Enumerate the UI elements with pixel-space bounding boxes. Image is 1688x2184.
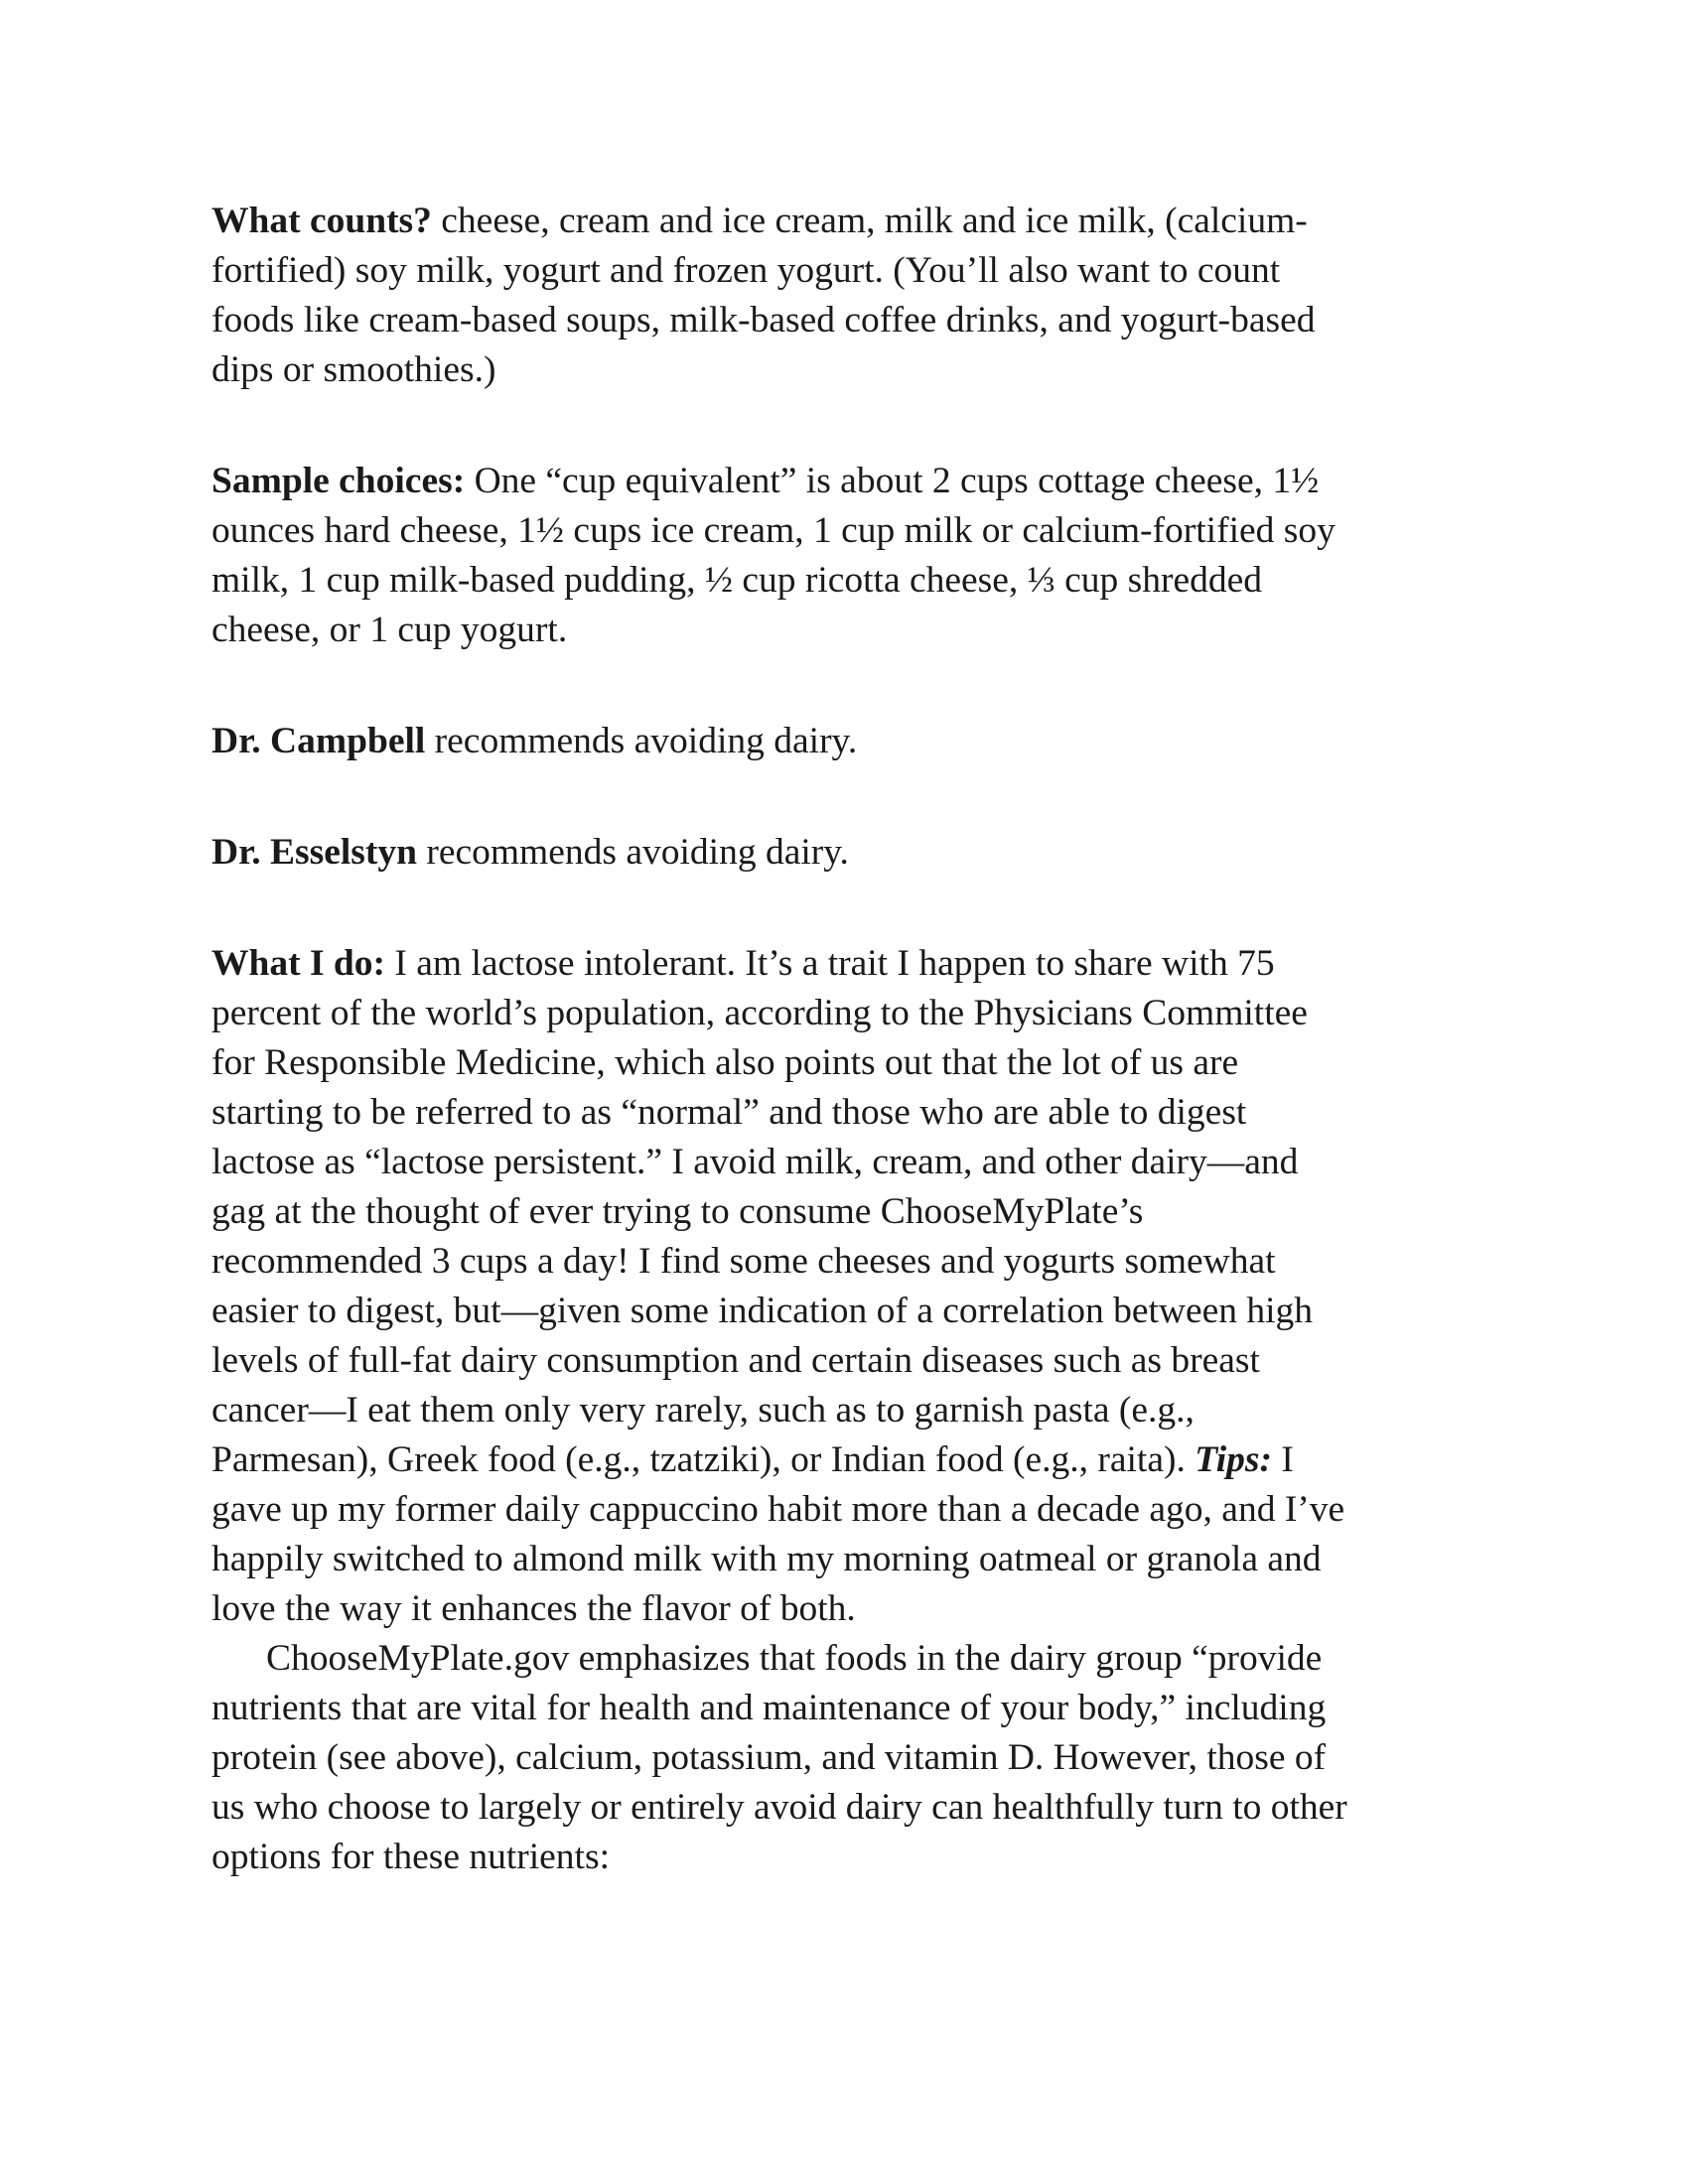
- paragraph-what-i-do: [211, 939, 1502, 1634]
- text-line: What counts? cheese, cream and ice cream, milk and ice milk, (calcium-: [211, 201, 1308, 241]
- bold-lead: Dr. Esselstyn: [211, 832, 417, 873]
- bold-lead: What counts?: [211, 201, 432, 241]
- text-line: nutrients that are vital for health and maintenance of your body,” including: [211, 1688, 1327, 1728]
- tips-label: Tips:: [1195, 1439, 1272, 1480]
- text-line: for Responsible Medicine, which also points out that the lot of us are: [211, 1042, 1239, 1083]
- text-line: Parmesan), Greek food (e.g., tzatziki), or Indian food (e.g., raita). Tips: I: [211, 1439, 1294, 1480]
- text-line: cheese, or 1 cup yogurt.: [211, 610, 568, 650]
- text-line: us who choose to largely or entirely avoid dairy can healthfully turn to other: [211, 1787, 1347, 1828]
- text-line: ChooseMyPlate.gov emphasizes that foods in the dairy group “provide: [266, 1638, 1323, 1679]
- text-line: love the way it enhances the flavor of both.: [211, 1588, 856, 1629]
- text-line: protein (see above), calcium, potassium, and vitamin D. However, those of: [211, 1737, 1327, 1778]
- text-line: gag at the thought of ever trying to consume ChooseMyPlate’s: [211, 1191, 1144, 1232]
- paragraph-dr-campbell: [211, 717, 1502, 766]
- bold-lead: Sample choices:: [211, 461, 466, 501]
- bold-lead: What I do:: [211, 943, 386, 984]
- document-page: [211, 197, 1502, 1882]
- text-line: Sample choices: One “cup equivalent” is about 2 cups cottage cheese, 1½: [211, 461, 1320, 501]
- bold-lead: Dr. Campbell: [211, 721, 426, 761]
- text-line: easier to digest, but—given some indication of a correlation between high: [211, 1291, 1314, 1331]
- paragraph-what-counts: [211, 197, 1502, 395]
- text-line: happily switched to almond milk with my morning oatmeal or granola and: [211, 1539, 1322, 1579]
- text-line: recommended 3 cups a day! I find some cheeses and yogurts somewhat: [211, 1241, 1276, 1282]
- text-line: levels of full-fat dairy consumption and certain diseases such as breast: [211, 1340, 1260, 1381]
- text-line: percent of the world’s population, according to the Physicians Committee: [211, 993, 1308, 1033]
- paragraph-choosemyplate: [211, 1634, 1502, 1882]
- text-line: What I do: I am lactose intolerant. It’s a trait I happen to share with 75: [211, 943, 1275, 984]
- text-line: starting to be referred to as “normal” and those who are able to digest: [211, 1092, 1247, 1133]
- text-line: milk, 1 cup milk-based pudding, ½ cup ricotta cheese, ⅓ cup shredded: [211, 560, 1263, 601]
- text-line: foods like cream-based soups, milk-based coffee drinks, and yogurt-based: [211, 300, 1316, 341]
- text-line: gave up my former daily cappuccino habit more than a decade ago, and I’ve: [211, 1489, 1345, 1530]
- text-line: options for these nutrients:: [211, 1837, 610, 1877]
- text-line: Dr. Campbell recommends avoiding dairy.: [211, 721, 858, 761]
- text-line: fortified) soy milk, yogurt and frozen yogurt. (You’ll also want to count: [211, 250, 1281, 291]
- text-line: ounces hard cheese, 1½ cups ice cream, 1 cup milk or calcium-fortified soy: [211, 510, 1336, 551]
- text-line: lactose as “lactose persistent.” I avoid milk, cream, and other dairy—and: [211, 1142, 1299, 1182]
- paragraph-sample-choices: [211, 457, 1502, 655]
- text-line: cancer—I eat them only very rarely, such as to garnish pasta (e.g.,: [211, 1390, 1195, 1431]
- text-line: dips or smoothies.): [211, 349, 496, 390]
- text-line: Dr. Esselstyn recommends avoiding dairy.: [211, 832, 849, 873]
- paragraph-dr-esselstyn: [211, 828, 1502, 878]
